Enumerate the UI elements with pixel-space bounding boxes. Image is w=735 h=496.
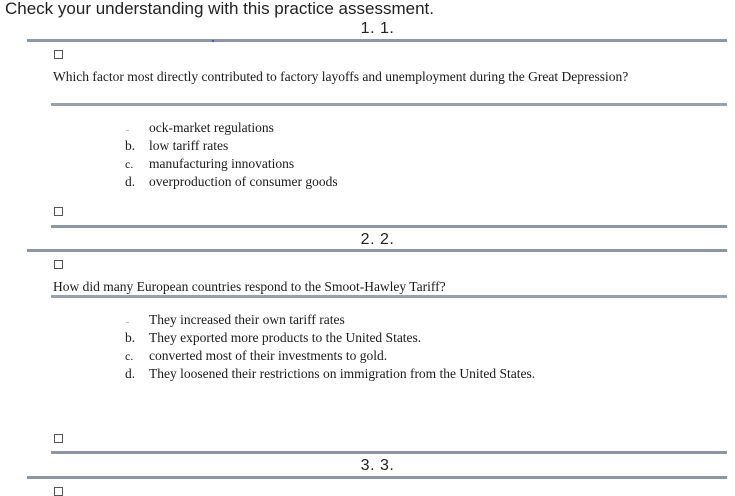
option-letter: b. — [125, 330, 136, 345]
option-text: ock-market regulations — [149, 120, 274, 135]
question-1-bottom-divider — [51, 225, 727, 228]
question-1-text-divider — [51, 103, 727, 106]
question-2-top-divider — [27, 249, 727, 252]
option-text: overproduction of consumer goods — [149, 174, 338, 189]
question-2-flag-checkbox[interactable] — [54, 260, 63, 269]
question-2-text-divider — [51, 295, 727, 298]
option-text: low tariff rates — [149, 138, 229, 153]
question-2-text: How did many European countries respond to the Smoot-Hawley Tariff? — [53, 279, 446, 294]
hidden-letter-mark — [126, 322, 129, 323]
option-letter: d. — [125, 366, 136, 381]
page-intro: Check your understanding with this practice assessment. — [5, 0, 434, 18]
option-text: manufacturing innovations — [149, 156, 295, 171]
question-3-top-divider — [27, 476, 727, 479]
option-letter: c. — [125, 349, 134, 363]
option-letter: d. — [125, 174, 136, 189]
question-number-3: 3. 3. — [360, 457, 395, 474]
option-text: They exported more products to the United States. — [149, 330, 422, 345]
question-number-2: 2. 2. — [360, 231, 395, 248]
question-3-flag-checkbox[interactable] — [54, 487, 63, 496]
hidden-letter-mark — [126, 130, 129, 131]
question-2-answer-checkbox[interactable] — [54, 434, 63, 443]
question-number-1: 1. 1. — [360, 20, 395, 37]
question-2-bottom-divider — [51, 451, 727, 454]
option-text: They loosened their restrictions on immigration from the United States. — [149, 366, 536, 381]
option-text: They increased their own tariff rates — [149, 312, 345, 327]
option-letter: c. — [125, 157, 134, 171]
question-1-flag-checkbox[interactable] — [54, 50, 63, 59]
option-text: converted most of their investments to gold. — [149, 348, 388, 363]
question-1-answer-checkbox[interactable] — [54, 207, 63, 216]
question-1-top-divider — [27, 39, 727, 42]
cursor-mark — [212, 40, 214, 42]
option-letter: b. — [125, 138, 136, 153]
question-1-text: Which factor most directly contributed to factory layoffs and unemployment during the Great Depression? — [53, 69, 629, 84]
